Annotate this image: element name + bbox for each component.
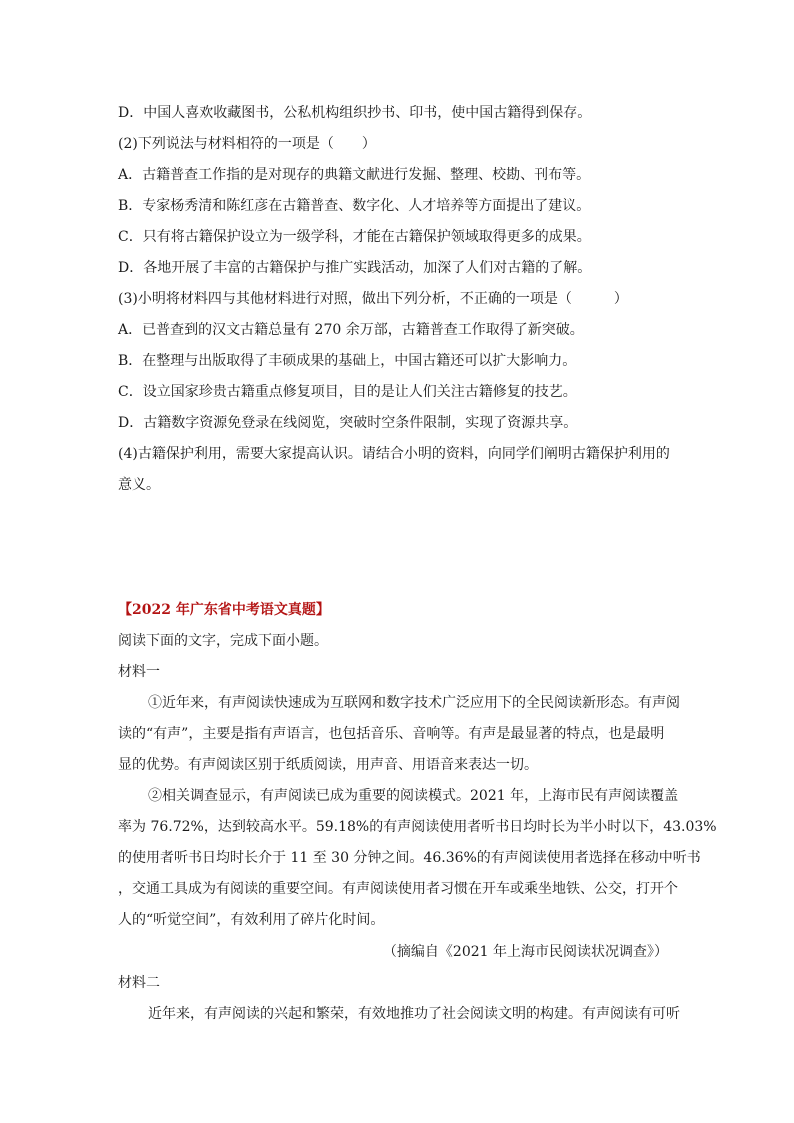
question-3-option-c: C．设立国家珍贵古籍重点修复项目，目的是让人们关注古籍修复的技艺。 (118, 384, 577, 400)
paragraph-2-line: 人的“听觉空间”，有效利用了碎片化时间。 (118, 912, 385, 928)
question-4-line-1: (4)古籍保护利用，需要大家提高认识。请结合小明的资料，向同学们阐明古籍保护利用的 (118, 446, 670, 462)
question-2-option-b: B．专家杨秀清和陈红彦在古籍普查、数字化、人才培养等方面提出了建议。 (118, 198, 591, 214)
q1-option-d: D．中国人喜欢收藏图书，公私机构组织抄书、印书，使中国古籍得到保存。 (118, 105, 592, 121)
section-heading: 【2022 年广东省中考语文真题】 (118, 602, 330, 618)
question-2-stem: (2)下列说法与材料相符的一项是（ ） (118, 136, 376, 152)
paragraph-2-line: 的使用者听书日均时长介于 11 至 30 分钟之间。46.36%的有声阅读使用者选择在移动中听书 (118, 850, 701, 866)
question-2-option-c: C．只有将古籍保护设立为一级学科，才能在古籍保护领域取得更多的成果。 (118, 229, 591, 245)
material-1-label: 材料一 (118, 664, 160, 680)
reading-instruction: 阅读下面的文字，完成下面小题。 (118, 633, 328, 649)
question-3-stem: (3)小明将材料四与其他材料进行对照，做出下列分析，不正确的一项是（ ） (118, 291, 628, 307)
material-1-source: （摘编自《2021 年上海市民阅读状况调查》） (382, 944, 668, 960)
question-2-option-a: A．古籍普查工作指的是对现存的典籍文献进行发掘、整理、校勘、刊布等。 (118, 167, 591, 183)
question-2-option-d: D．各地开展了丰富的古籍保护与推广实践活动，加深了人们对古籍的了解。 (118, 260, 592, 276)
question-3-option-d: D．古籍数字资源免登录在线阅览，突破时空条件限制，实现了资源共享。 (118, 415, 578, 431)
paragraph-2-line: ，交通工具成为有阅读的重要空间。有声阅读使用者习惯在开车或乘坐地铁、公交，打开个 (118, 881, 678, 897)
question-3-option-b: B．在整理与出版取得了丰硕成果的基础上，中国古籍还可以扩大影响力。 (118, 353, 577, 369)
question-3-option-a: A．已普查到的汉文古籍总量有 270 余万部，古籍普查工作取得了新突破。 (118, 322, 584, 338)
paragraph-2-line: 率为 76.72%，达到较高水平。59.18%的有声阅读使用者听书日均时长为半小时以下，43.03% (118, 819, 717, 835)
paragraph-3-line: 近年来，有声阅读的兴起和繁荣，有效地推功了社会阅读文明的构建。有声阅读有可听 (148, 1006, 680, 1022)
paragraph-2-line: ②相关调查显示，有声阅读已成为重要的阅读模式。2021 年，上海市民有声阅读覆盖 (148, 788, 679, 804)
paragraph-1-line: 读的“有声”，主要是指有声语言，也包括音乐、音响等。有声是最显著的特点，也是最明 (118, 726, 665, 742)
paragraph-1-line: 显的优势。有声阅读区别于纸质阅读，用声音、用语音来表达一切。 (118, 757, 538, 773)
material-2-label: 材料二 (118, 975, 160, 991)
paragraph-1-line: ①近年来，有声阅读快速成为互联网和数字技术广泛应用下的全民阅读新形态。有声阅 (148, 695, 680, 711)
question-4-line-2: 意义。 (118, 477, 160, 493)
